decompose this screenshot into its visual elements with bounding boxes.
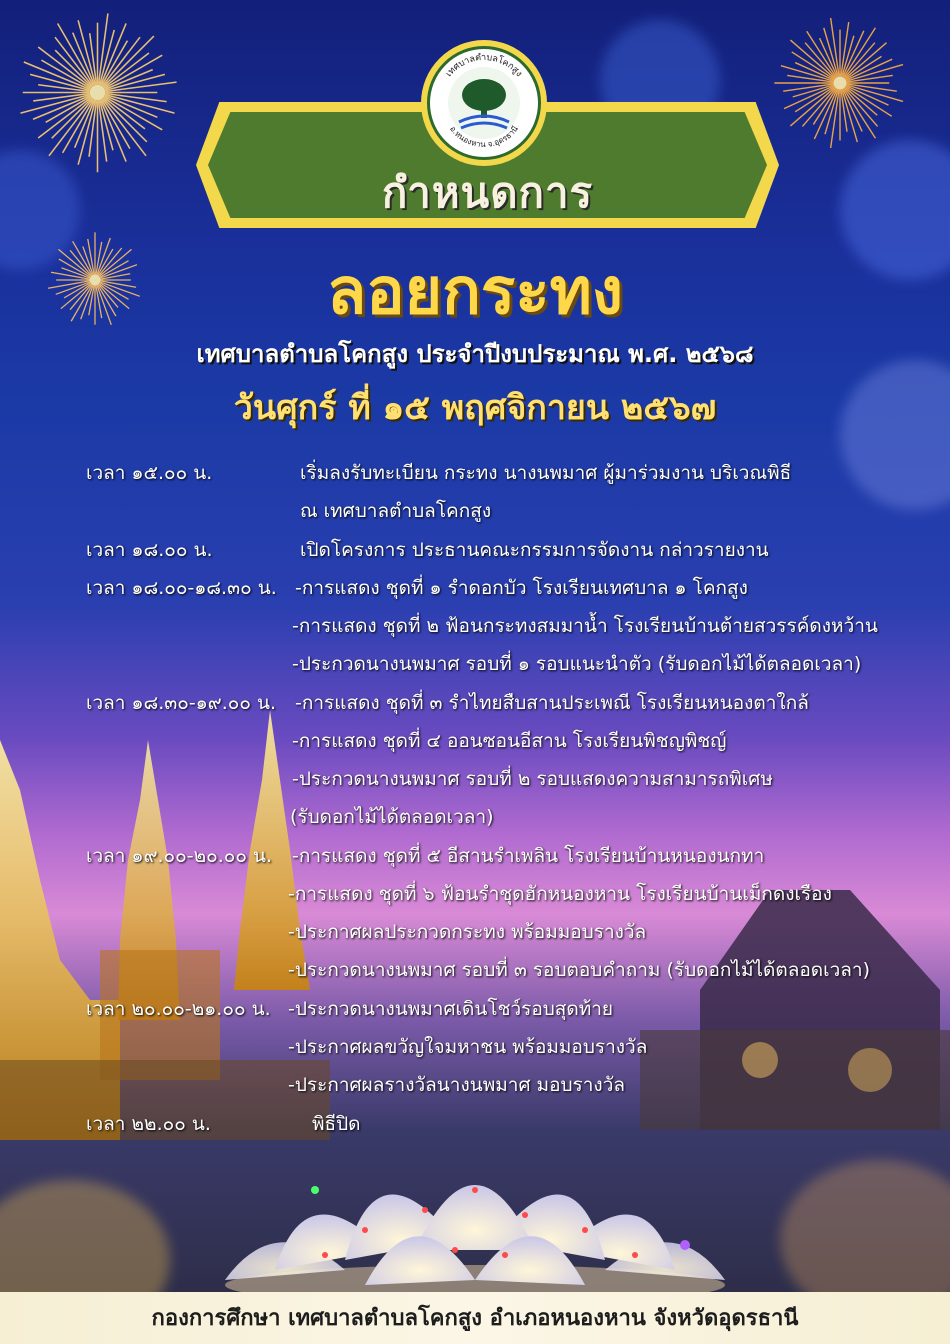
schedule-item: เริ่มลงรับทะเบียน กระทง นางนพมาศ ผู้มาร่วมงาน บริเวณพิธี	[300, 462, 792, 484]
logo-top-text: เทศบาลตำบลโคกสูง	[444, 52, 524, 80]
schedule-heading: กำหนดการ	[381, 168, 594, 217]
schedule-item: พิธีปิด	[312, 1113, 361, 1135]
schedule-item: -ประกาศผลขวัญใจมหาชน พร้อมมอบรางวัล	[288, 1036, 648, 1058]
schedule-item: -การแสดง ชุดที่ ๓ รำไทยสืบสานประเพณี โรงเรียนหนองตาใกล้	[295, 692, 809, 714]
schedule-time: เวลา ๑๘.๐๐-๑๘.๓๐ น.	[86, 577, 277, 599]
schedule-item: -ประกาศผลประกวดกระทง พร้อมมอบรางวัล	[288, 921, 647, 943]
organizer-line: เทศบาลตำบลโคกสูง ประจำปีงบประมาณ พ.ศ. ๒๕๖๘	[196, 340, 754, 368]
schedule-item: -ประกวดนางนพมาศ รอบที่ ๑ รอบแนะนำตัว (รับดอกไม้ได้ตลอดเวลา)	[292, 653, 862, 675]
schedule-item: (รับดอกไม้ได้ตลอดเวลา)	[290, 806, 494, 828]
temple-roof-silhouette	[640, 870, 950, 1130]
schedule-item: -การแสดง ชุดที่ ๔ ออนซอนอีสาน โรงเรียนพิชญพิชญ์	[292, 730, 727, 752]
schedule-item: -การแสดง ชุดที่ ๖ ฟ้อนรำชุดฮักหนองหาน โรงเรียนบ้านเม็กดงเรือง	[288, 883, 832, 905]
logo-bottom-text: อ.หนองหาน จ.อุดรธานี	[448, 124, 520, 150]
schedule-time: เวลา ๑๘.๓๐-๑๙.๐๐ น.	[86, 692, 276, 714]
schedule-item: -ประกาศผลรางวัลนางนพมาศ มอบรางวัล	[288, 1074, 625, 1096]
schedule-time: เวลา ๑๙.๐๐-๒๐.๐๐ น.	[86, 845, 273, 867]
schedule-time: เวลา ๑๕.๐๐ น.	[86, 462, 213, 484]
schedule-item: เปิดโครงการ ประธานคณะกรรมการจัดงาน กล่าวรายงาน	[300, 539, 769, 561]
schedule-time: เวลา ๒๒.๐๐ น.	[86, 1113, 211, 1135]
firework-icon	[10, 5, 185, 180]
schedule-time: เวลา ๒๐.๐๐-๒๑.๐๐ น.	[86, 998, 271, 1020]
schedule-item: -การแสดง ชุดที่ ๑ รำดอกบัว โรงเรียนเทศบาล ๑ โคกสูง	[295, 577, 748, 599]
schedule-item: -การแสดง ชุดที่ ๕ อีสานรำเพลิน โรงเรียนบ้านหนองนกทา	[292, 845, 765, 867]
tree-emblem-icon	[421, 40, 547, 166]
schedule-time: เวลา ๑๘.๐๐ น.	[86, 539, 213, 561]
schedule-item: ณ เทศบาลตำบลโคกสูง	[300, 500, 492, 522]
event-title: ลอยกระทง	[326, 255, 624, 329]
footer-organizer: กองการศึกษา เทศบาลตำบลโคกสูง อำเภอหนองหาน จังหวัดอุดรธานี	[151, 1306, 799, 1331]
schedule-item: -ประกวดนางนพมาศ รอบที่ ๓ รอบตอบคำถาม (รับดอกไม้ได้ตลอดเวลา)	[288, 959, 870, 981]
lotus-krathong-icon	[215, 1120, 735, 1300]
schedule-item: -การแสดง ชุดที่ ๒ ฟ้อนกระทงสมมาน้ำ โรงเรียนบ้านต้ายสวรรค์ดงหว้าน	[292, 615, 878, 637]
firework-icon	[765, 8, 915, 158]
municipality-seal-tree-icon	[421, 40, 547, 166]
schedule-item: -ประกวดนางนพมาศเดินโชว์รอบสุดท้าย	[288, 998, 614, 1020]
temple-silhouette	[0, 700, 330, 1140]
schedule-item: -ประกวดนางนพมาศ รอบที่ ๒ รอบแสดงความสามารถพิเศษ	[292, 768, 773, 790]
event-date: วันศุกร์ ที่ ๑๕ พฤศจิกายน ๒๕๖๗	[233, 388, 717, 428]
